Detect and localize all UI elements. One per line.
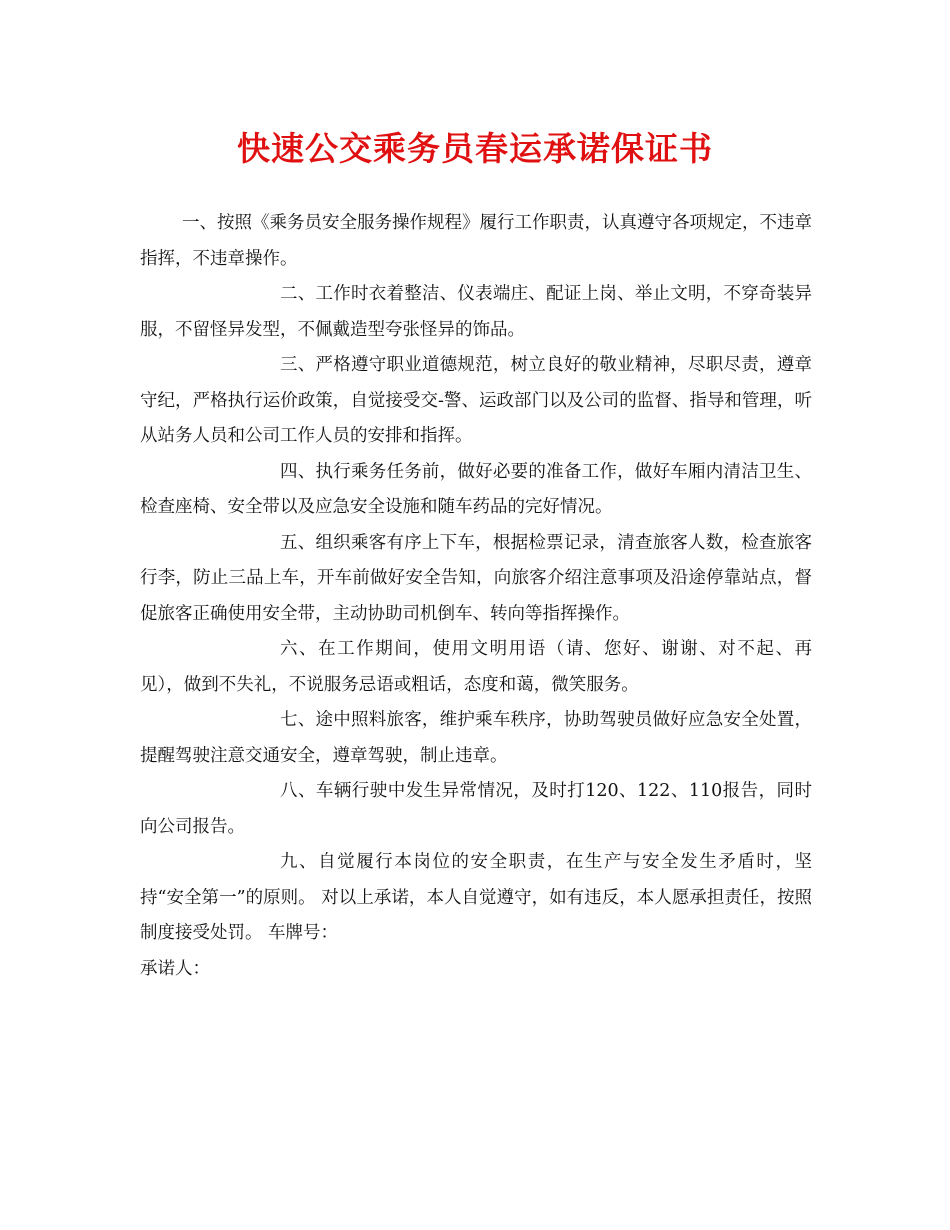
- clause-5: 五、组织乘客有序上下车，根据检票记录，清查旅客人数，检查旅客行李，防止三品上车，开车前做好安全告知，向旅客介绍注意事项及沿途停靠站点，督促旅客正确使用安全带，主动协助司机倒车、转向等指挥操作。: [140, 532, 812, 624]
- clause-6: 六、在工作期间，使用文明用语（请、您好、谢谢、对不起、再见），做到不失礼，不说服务忌语或粗话，态度和蔼，微笑服务。: [140, 639, 812, 695]
- document-body: [140, 206, 812, 987]
- clause-2: 二、工作时衣着整洁、仪表端庄、配证上岗、举止文明，不穿奇装异服，不留怪异发型，不佩戴造型夸张怪异的饰品。: [140, 284, 812, 340]
- clause-7: 七、途中照料旅客，维护乘车秩序，协助驾驶员做好应急安全处置，提醒驾驶注意交通安全，遵章驾驶，制止违章。: [140, 710, 812, 766]
- document-title: 快速公交乘务员春运承诺保证书: [237, 129, 713, 168]
- signature-label: 承诺人：: [140, 958, 210, 979]
- clause-1: 一、按照《乘务员安全服务操作规程》履行工作职责，认真遵守各项规定，不违章指挥，不违章操作。: [140, 213, 812, 269]
- clause-8: 八、车辆行驶中发生异常情况，及时打120、122、110报告，同时向公司报告。: [140, 781, 812, 837]
- clause-3: 三、严格遵守职业道德规范，树立良好的敬业精神，尽职尽责，遵章守纪，严格执行运价政策，自觉接受交-警、运政部门以及公司的监督、指导和管理，听从站务人员和公司工作人员的安排和指挥。: [140, 355, 812, 446]
- clause-9: 九、自觉履行本岗位的安全职责，在生产与安全发生矛盾时，坚持“安全第一”的原则。 对以上承诺，本人自觉遵守，如有违反，本人愿承担责任，按照制度接受处罚。 车牌号：: [140, 852, 812, 943]
- clause-4: 四、执行乘务任务前，做好必要的准备工作，做好车厢内清洁卫生、检查座椅、安全带以及应急安全设施和随车药品的完好情况。: [140, 461, 812, 517]
